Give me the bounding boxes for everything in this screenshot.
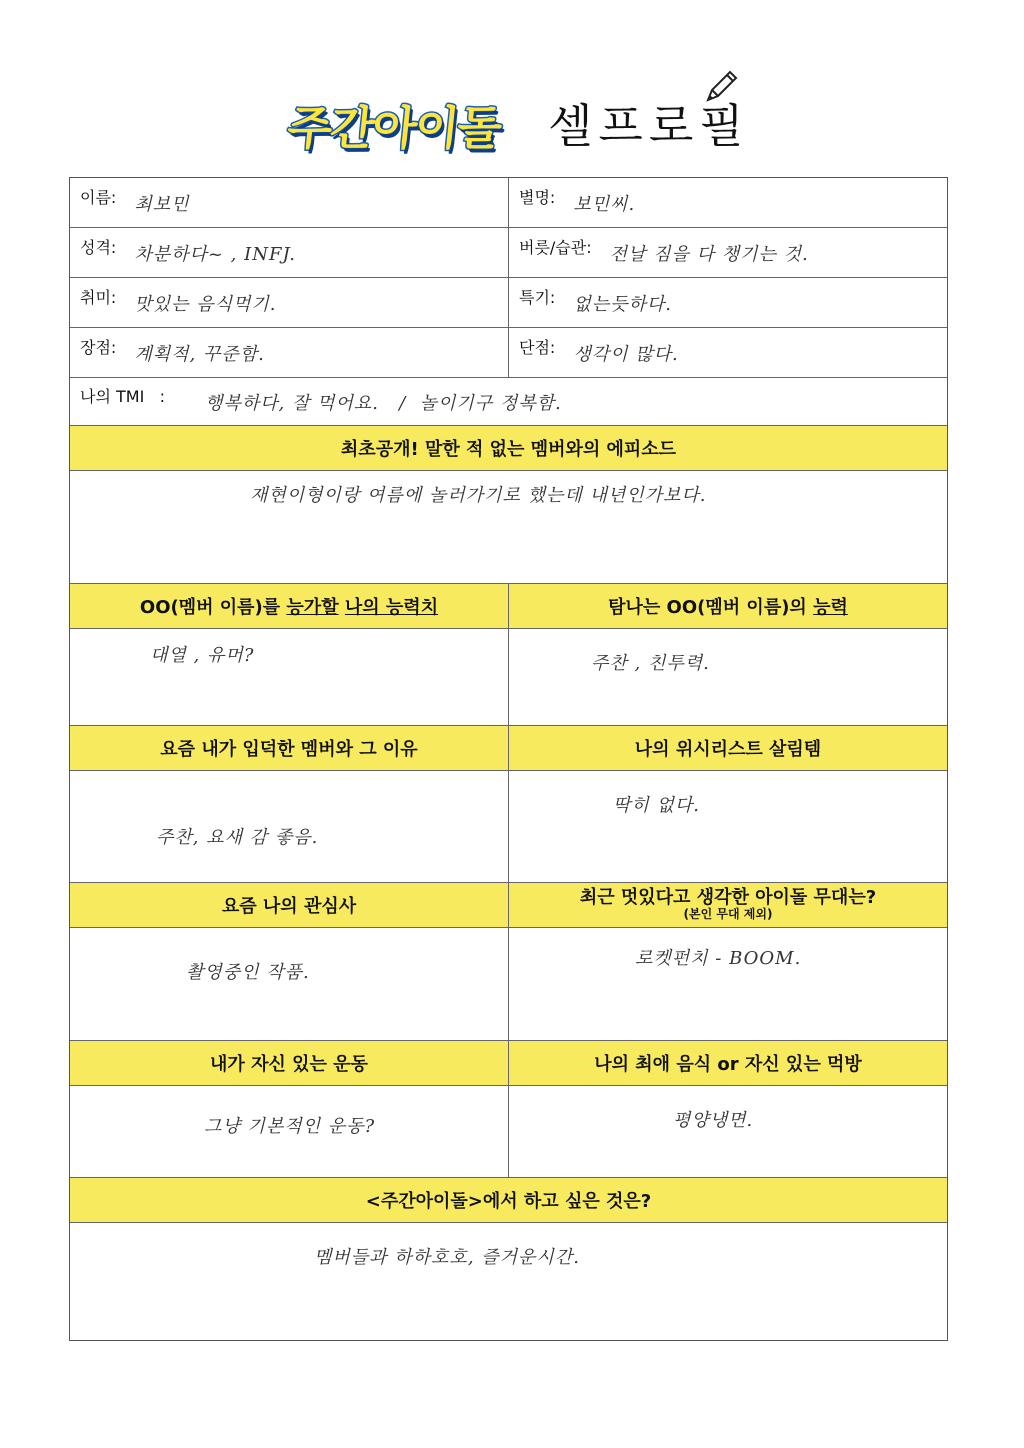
- surpass-title-pre: OO(멤버 이름)를: [139, 597, 287, 618]
- covet-answer-box: [509, 629, 947, 726]
- recent-member-column: [70, 726, 508, 883]
- weakness-cell: [508, 328, 947, 377]
- talent-label: 특기:: [519, 288, 556, 307]
- episode-heading: 최초공개! 말한 적 없는 멤버와의 에피소드: [70, 426, 947, 471]
- talent-value: 없는듯하다.: [573, 293, 672, 315]
- recent-member-answer: 주찬, 요새 감 좋음.: [156, 827, 319, 848]
- tmi-label: [80, 384, 165, 407]
- stage-title: 최근 멋있다고 생각한 아이돌 무대는?: [579, 886, 877, 908]
- surpass-title-u2: 나의 능력치: [344, 597, 439, 618]
- sport-answer: 그냥 기본적인 운동?: [204, 1116, 376, 1137]
- personality-label: 성격:: [80, 238, 117, 257]
- habit-value: 전날 짐을 다 챙기는 것.: [609, 243, 809, 265]
- wish-answer: 멤버들과 하하호호, 즐거운시간.: [314, 1247, 580, 1268]
- wishlist-heading: 나의 위시리스트 살림템: [509, 726, 947, 771]
- recent-pair: [70, 726, 947, 883]
- habit-cell: [508, 228, 947, 277]
- surpass-answer: 대열 , 유머?: [150, 645, 255, 666]
- strength-cell: [70, 328, 508, 377]
- info-row: [70, 228, 947, 278]
- interest-column: [70, 883, 508, 1041]
- episode-answer: 재현이형이랑 여름에 놀러가기로 했는데 내년인가보다.: [250, 485, 707, 506]
- tmi-cell: [70, 378, 947, 425]
- info-row: [70, 328, 947, 378]
- strength-label: 장점:: [80, 338, 117, 357]
- wishlist-answer-box: [509, 771, 947, 883]
- name-label: 이름:: [80, 188, 117, 207]
- recent-member-heading: 요즘 내가 입덕한 멤버와 그 이유: [70, 726, 508, 771]
- sport-column: [70, 1041, 508, 1178]
- wishlist-answer: 딱히 없다.: [613, 795, 700, 816]
- sport-heading: 내가 자신 있는 운동: [70, 1041, 508, 1086]
- hobby-value: 맛있는 음식먹기.: [134, 293, 277, 315]
- sport-answer-box: [70, 1086, 508, 1178]
- stage-heading: [509, 883, 947, 928]
- episode-answer-box: [70, 471, 947, 584]
- covet-answer: 주찬 , 친투력.: [591, 653, 710, 674]
- interest-pair: [70, 883, 947, 1041]
- personality-cell: [70, 228, 508, 277]
- tmi-row: [70, 378, 947, 426]
- weakness-label: 단점:: [519, 338, 556, 357]
- personality-value: 차분하다~ , INFJ.: [134, 243, 297, 265]
- page-title: 셀프로필: [548, 99, 750, 153]
- interest-heading: 요즘 나의 관심사: [70, 883, 508, 928]
- surpass-column: [70, 584, 508, 726]
- covet-heading: [509, 584, 947, 629]
- tmi-colon: :: [159, 387, 165, 406]
- weakness-value: 생각이 많다.: [573, 343, 679, 365]
- page-header: [0, 70, 1024, 170]
- tmi-label-text: 나의 TMI: [80, 387, 145, 406]
- name-value: 최보민: [134, 193, 190, 215]
- stage-column: [508, 883, 947, 1041]
- surpass-answer-box: [70, 629, 508, 726]
- weekly-idol-logo: [284, 84, 524, 164]
- nickname-value: 보민씨.: [573, 193, 636, 215]
- covet-title-pre: 탐나는 OO(멤버 이름)의: [608, 597, 814, 618]
- surpass-heading: [70, 584, 508, 629]
- habit-label: 버릇/습관:: [519, 238, 592, 257]
- nickname-label: 별명:: [519, 188, 556, 207]
- stage-answer: 로켓펀치 - BOOM.: [635, 948, 802, 969]
- stage-subtitle: (본인 무대 제외): [683, 907, 773, 922]
- recent-member-answer-box: [70, 771, 508, 883]
- nickname-cell: [508, 178, 947, 227]
- logo-text: 주간아이돌: [284, 101, 503, 155]
- wish-heading: <주간아이돌>에서 하고 싶은 것은?: [70, 1178, 947, 1223]
- covet-title-u: 능력: [813, 597, 848, 618]
- pencil-icon: [700, 66, 740, 106]
- interest-answer-box: [70, 928, 508, 1041]
- self-profile-sheet: [69, 177, 948, 1341]
- hobby-label: 취미:: [80, 288, 117, 307]
- sport-pair: [70, 1041, 947, 1178]
- wishlist-column: [508, 726, 947, 883]
- name-cell: [70, 178, 508, 227]
- covet-column: [508, 584, 947, 726]
- info-row: [70, 278, 947, 328]
- ability-pair: [70, 584, 947, 726]
- food-column: [508, 1041, 947, 1178]
- wish-answer-box: [70, 1223, 947, 1340]
- stage-answer-box: [509, 928, 947, 1041]
- surpass-title-u1: 능가할: [286, 597, 339, 618]
- tmi-value: 행복하다, 잘 먹어요. / 놀이기구 정복함.: [204, 392, 562, 414]
- talent-cell: [508, 278, 947, 327]
- food-answer: 평양냉면.: [673, 1110, 754, 1131]
- hobby-cell: [70, 278, 508, 327]
- strength-value: 계획적, 꾸준함.: [134, 343, 265, 365]
- food-heading: 나의 최애 음식 or 자신 있는 먹방: [509, 1041, 947, 1086]
- interest-answer: 촬영중인 작품.: [186, 962, 310, 983]
- info-row: [70, 178, 947, 228]
- food-answer-box: [509, 1086, 947, 1178]
